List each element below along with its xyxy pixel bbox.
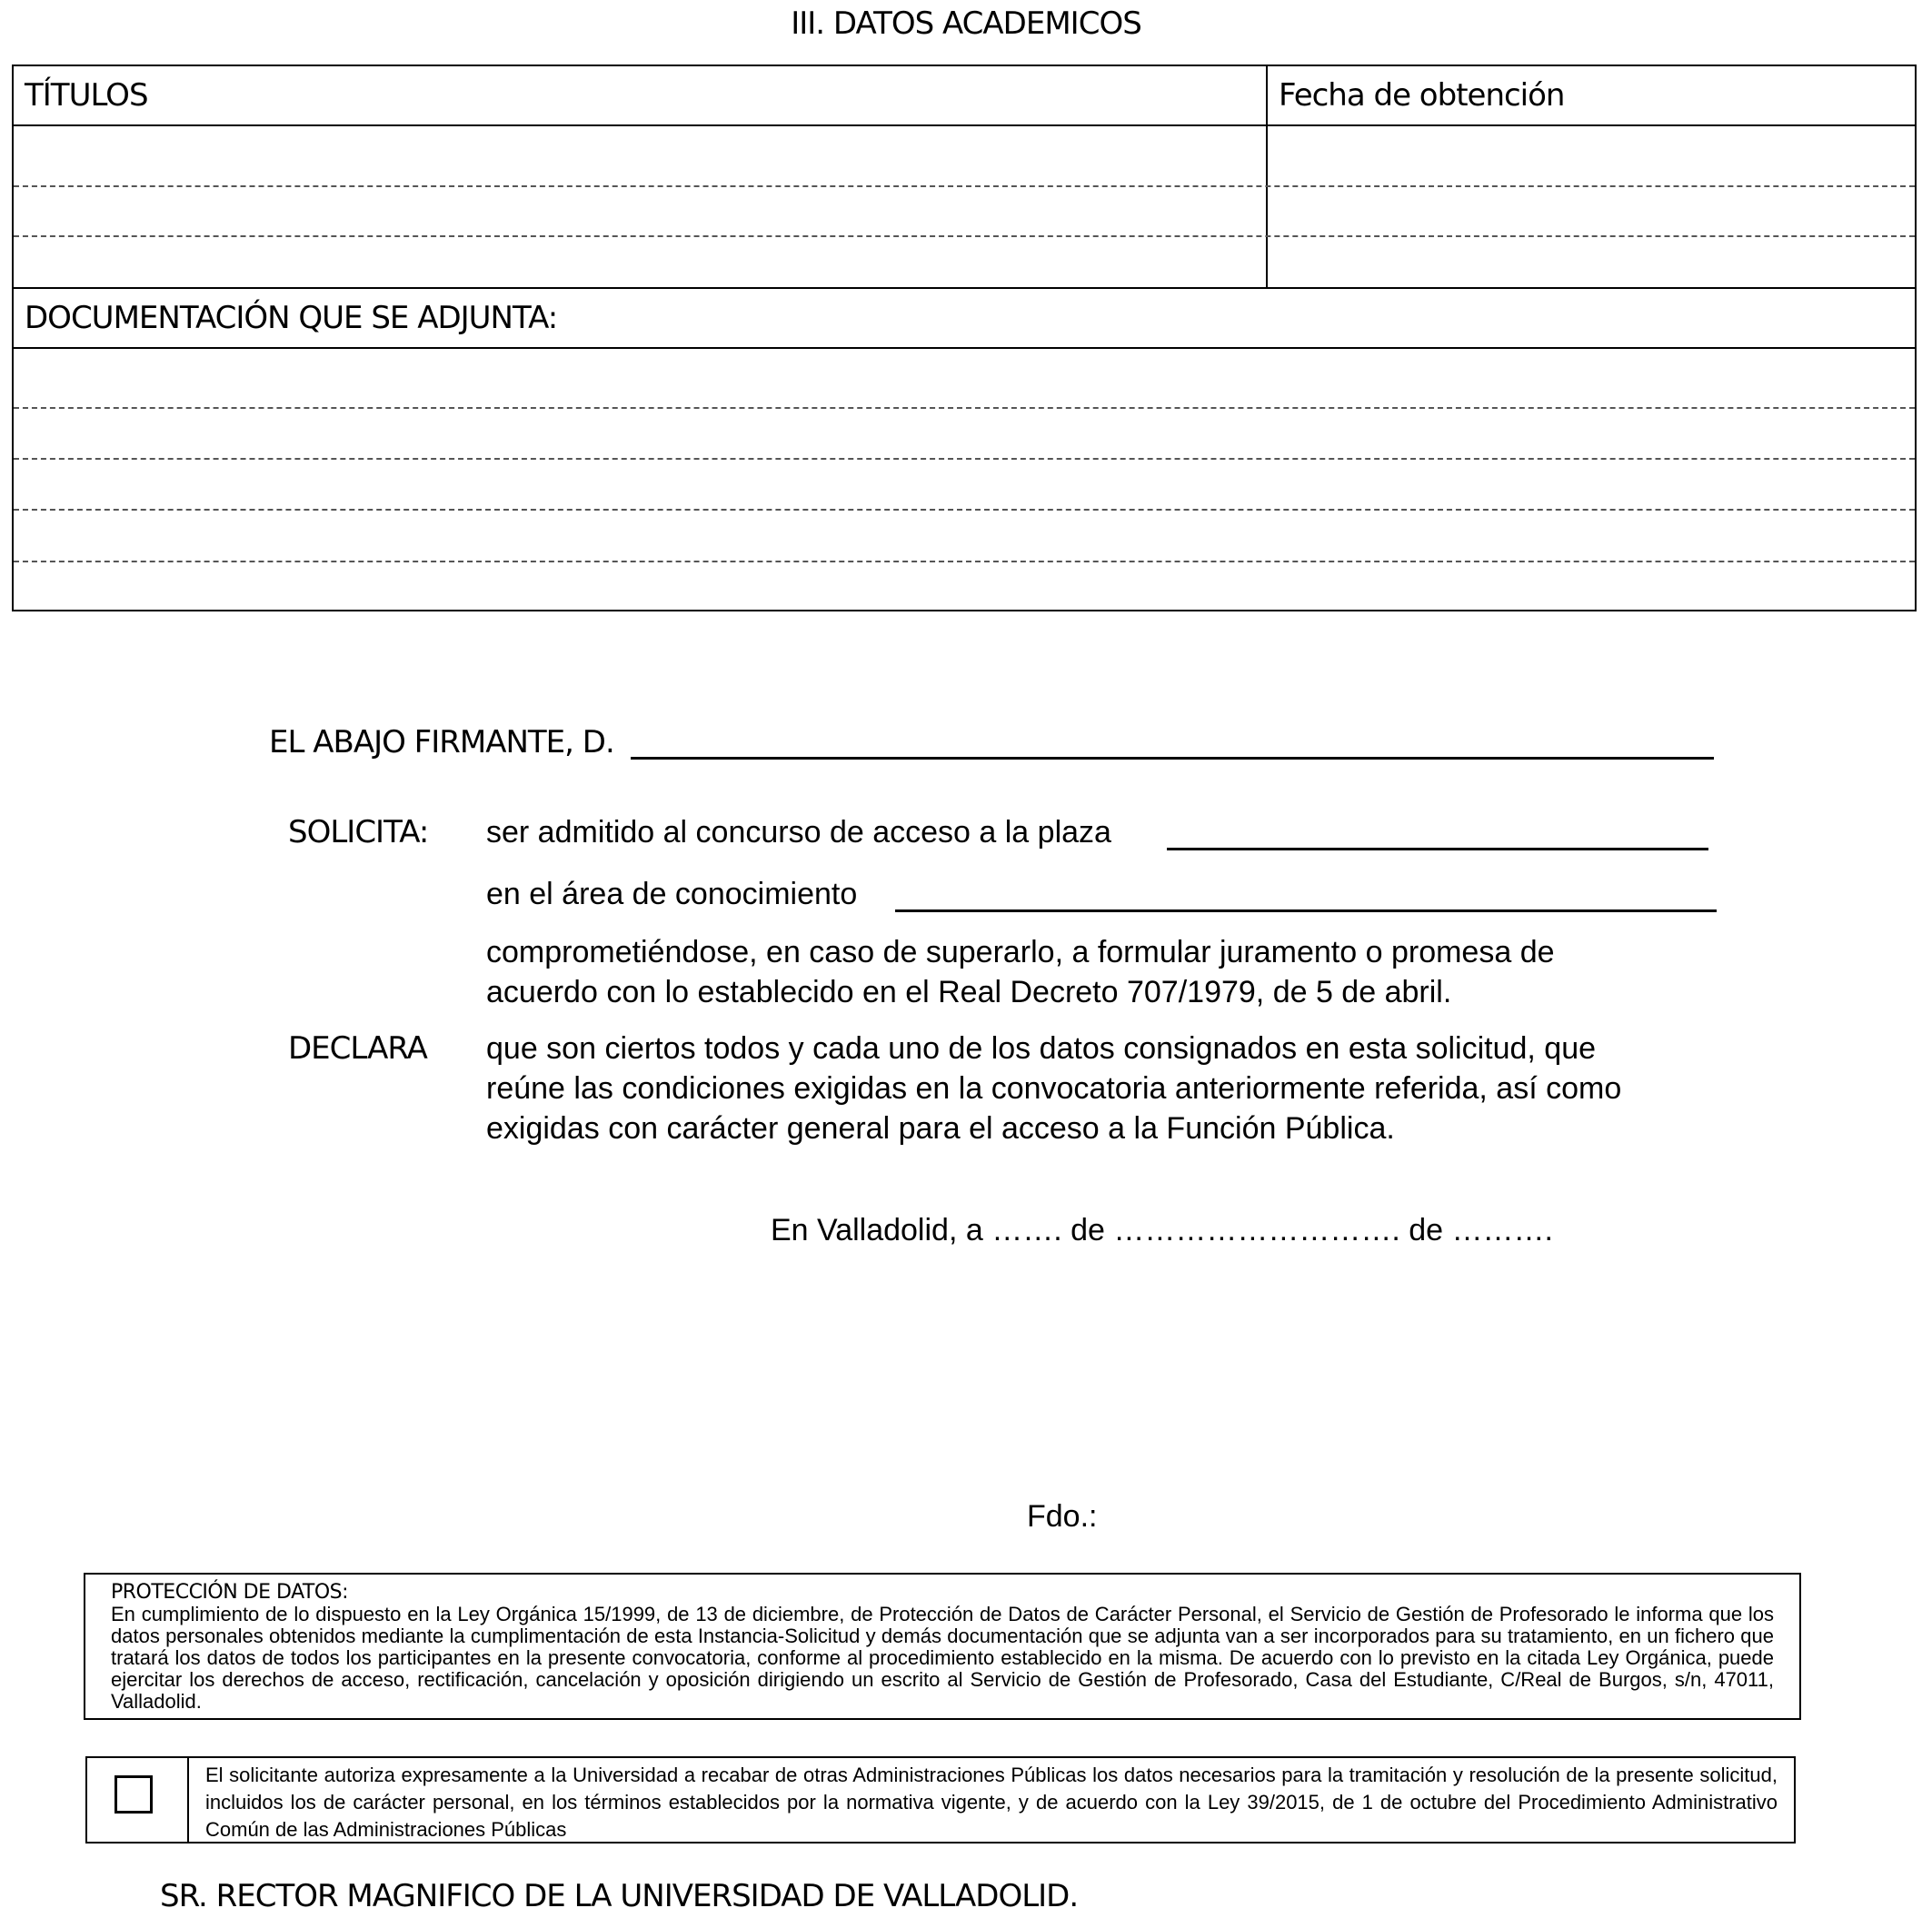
header-divider: [14, 124, 1915, 126]
declara-label: DECLARA: [288, 1030, 427, 1067]
consent-checkbox[interactable]: [115, 1775, 153, 1814]
solicita-commitment-line-1: comprometiéndose, en caso de superarlo, a formular juramento o promesa de: [486, 935, 1555, 969]
signer-name-field[interactable]: [631, 757, 1714, 760]
attachments-entry-line[interactable]: [14, 458, 1915, 460]
plaza-field[interactable]: [1167, 848, 1708, 850]
section-divider: [14, 287, 1915, 289]
place-and-date: En Valladolid, a ……. de ………………………. de ……….: [771, 1213, 1553, 1247]
academic-data-table: [12, 65, 1917, 611]
solicita-commitment-line-2: acuerdo con lo establecido en el Real Decreto 707/1979, de 5 de abril.: [486, 975, 1452, 1009]
declara-text-line-1: que son ciertos todos y cada uno de los datos consignados en esta solicitud, que: [486, 1031, 1597, 1066]
data-protection-title: PROTECCIÓN DE DATOS:: [111, 1581, 349, 1604]
data-protection-text: En cumplimiento de lo dispuesto en la Ley Orgánica 15/1999, de 13 de diciembre, de Protección de Datos de Carácter Personal, el Servicio de Gestión de Profesorado le informa que los datos personales obtenidos mediante la cumplimentación de esta Instancia-Solicitud y demás documentación que se adjunta van a ser incorporados para su tratamiento, en un fichero que tratará los datos de todos los participantes en la presente convocatoria, conforme al procedimiento establecido en la misma. De acuerdo con lo previsto en la citada Ley Orgánica, puede ejercitar los derechos de acceso, rectificación, cancelación y oposición dirigiendo un escrito al Servicio de Gestión de Profesorado, Casa del Estudiante, C/Real de Burgos, s/n, 47011, Valladolid.: [111, 1603, 1774, 1713]
titles-column-header: TÍTULOS: [25, 77, 148, 114]
signature-label: Fdo.:: [1027, 1499, 1098, 1534]
attachments-entry-line[interactable]: [14, 561, 1915, 562]
attachments-entry-line[interactable]: [14, 407, 1915, 409]
signer-label: EL ABAJO FIRMANTE, D.: [269, 724, 614, 760]
titles-entry-line[interactable]: [14, 235, 1915, 237]
solicita-label: SOLICITA:: [288, 814, 429, 850]
attachments-label: DOCUMENTACIÓN QUE SE ADJUNTA:: [25, 300, 558, 336]
consent-text: El solicitante autoriza expresamente a la Universidad a recabar de otras Administraciones Públicas los datos necesarios para la tramitación y resolución de la presente solicitud, incluidos los de carácter personal, en los términos establecidos por la normativa vigente, y de acuerdo con la Ley 39/2015, de 1 de octubre del Procedimiento Administrativo Común de las Administraciones Públicas: [205, 1764, 1778, 1841]
titles-entry-line[interactable]: [14, 185, 1915, 187]
knowledge-area-field[interactable]: [895, 909, 1717, 912]
section-title: III. DATOS ACADEMICOS: [791, 5, 1141, 42]
data-protection-box: [84, 1573, 1801, 1720]
consent-box: [85, 1756, 1796, 1843]
consent-divider: [187, 1758, 189, 1842]
date-column-header: Fecha de obtención: [1279, 77, 1565, 114]
attachments-entry-line[interactable]: [14, 509, 1915, 511]
declara-text-line-2: reúne las condiciones exigidas en la convocatoria anteriormente referida, así como: [486, 1071, 1622, 1106]
addressee: SR. RECTOR MAGNIFICO DE LA UNIVERSIDAD DE VALLADOLID.: [160, 1878, 1079, 1914]
attachments-divider: [14, 347, 1915, 349]
solicita-line-2: en el área de conocimiento: [486, 877, 858, 911]
column-divider: [1266, 66, 1268, 289]
solicita-line-1: ser admitido al concurso de acceso a la plaza: [486, 815, 1111, 850]
declara-text-line-3: exigidas con carácter general para el acceso a la Función Pública.: [486, 1111, 1395, 1146]
